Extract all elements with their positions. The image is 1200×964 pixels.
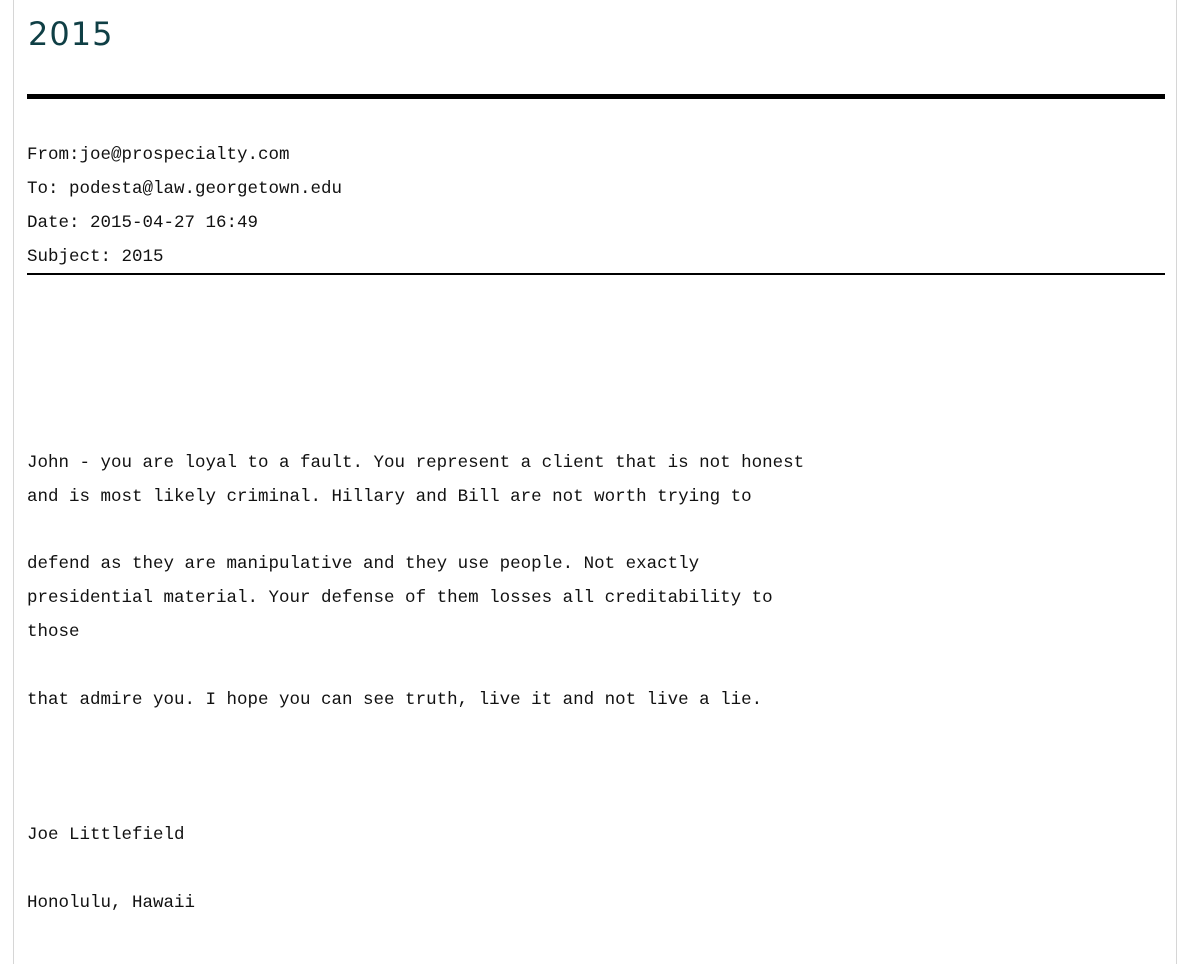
body-line: defend as they are manipulative and they use people. Not exactly — [27, 554, 700, 574]
email-page — [13, 0, 1177, 964]
body-line: presidential material. Your defense of them losses all creditability to — [27, 588, 773, 608]
signature-location: Honolulu, Hawaii — [27, 893, 196, 913]
header-divider — [27, 273, 1165, 275]
body-line: and is most likely criminal. Hillary and Bill are not worth trying to — [27, 487, 752, 507]
title-divider — [27, 94, 1165, 99]
body-line: those — [27, 622, 80, 642]
body-line: that admire you. I hope you can see truth, live it and not live a lie. — [27, 690, 763, 710]
to-field: To: podesta@law.georgetown.edu — [27, 179, 343, 199]
subject-field: Subject: 2015 — [27, 247, 164, 267]
signature-name: Joe Littlefield — [27, 825, 185, 845]
date-field: Date: 2015-04-27 16:49 — [27, 213, 259, 233]
from-field: From:joe@prospecialty.com — [27, 145, 290, 165]
body-line: John - you are loyal to a fault. You represent a client that is not honest — [27, 453, 805, 473]
page-title: 2015 — [28, 15, 114, 53]
email-headers — [27, 138, 1165, 274]
